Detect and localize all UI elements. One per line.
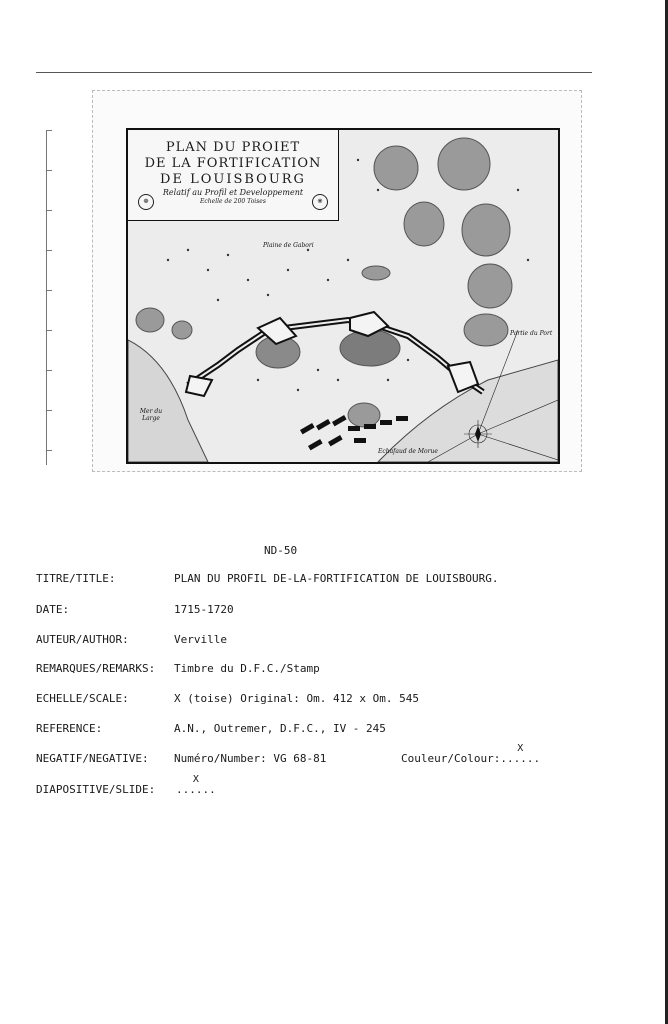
top-rule bbox=[36, 72, 592, 73]
colour-mark: X bbox=[517, 743, 524, 754]
record-id: ND-50 bbox=[264, 544, 298, 557]
map-label-plaine: Plaine de Gabori bbox=[263, 242, 314, 249]
title-label: TITRE/TITLE: bbox=[36, 572, 116, 585]
sea-large bbox=[128, 340, 208, 462]
negative-label: NEGATIF/NEGATIVE: bbox=[36, 752, 149, 765]
date-label: DATE: bbox=[36, 603, 70, 616]
slide-dots: ...... bbox=[176, 783, 216, 796]
scale-label: ECHELLE/SCALE: bbox=[36, 692, 129, 705]
map-title-line3: DE LOUISBOURG bbox=[160, 172, 306, 187]
colour-dots: ...... bbox=[500, 752, 541, 765]
map-label-mer: Mer du Large bbox=[139, 408, 163, 422]
slide-label: DIAPOSITIVE/SLIDE: bbox=[36, 783, 156, 796]
fortification-wall bbox=[188, 320, 483, 392]
map-title-line2: DE LA FORTIFICATION bbox=[144, 156, 322, 171]
title-value: PLAN DU PROFIL DE-LA-FORTIFICATION DE LOUISBOURG. bbox=[174, 572, 499, 585]
scale-value: X (toise) Original: Om. 412 x Om. 545 bbox=[174, 692, 420, 705]
slide-mark-wrap bbox=[176, 774, 216, 796]
map-scale-text: Echelle de 200 Toises bbox=[200, 198, 266, 205]
date-value: 1715-1720 bbox=[174, 603, 234, 616]
remarks-value: Timbre du D.F.C./Stamp bbox=[174, 662, 320, 675]
slide-field bbox=[176, 774, 216, 796]
map-label-echafaud: Echafaud de Morue bbox=[378, 448, 438, 455]
map-cartouche bbox=[128, 130, 339, 221]
colour-label: Couleur/Colour: bbox=[401, 752, 501, 765]
map-image bbox=[126, 128, 560, 464]
author-value: Verville bbox=[174, 633, 227, 646]
reference-label: REFERENCE: bbox=[36, 722, 103, 735]
author-label: AUTEUR/AUTHOR: bbox=[36, 633, 129, 646]
negative-value: Numéro/Number: VG 68-81 bbox=[174, 752, 327, 765]
slide-mark: X bbox=[192, 774, 199, 785]
colour-mark-wrap bbox=[500, 743, 541, 765]
seal-icon: ❋ bbox=[312, 194, 328, 210]
map-title-line1: PLAN DU PROIET bbox=[165, 140, 301, 155]
stamp-icon: ❁ bbox=[138, 194, 154, 210]
remarks-label: REMARQUES/REMARKS: bbox=[36, 662, 156, 675]
colour-field bbox=[401, 743, 541, 765]
margin-ruler bbox=[46, 130, 53, 465]
map-subtitle: Relatif au Profil et Developpement bbox=[162, 188, 304, 197]
map-label-port: Partie du Port bbox=[510, 330, 553, 337]
reference-value: A.N., Outremer, D.F.C., IV - 245 bbox=[174, 722, 386, 735]
